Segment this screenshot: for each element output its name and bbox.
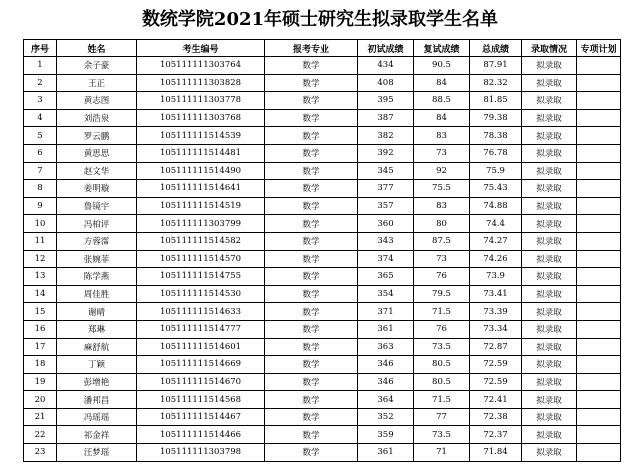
cell-index: 13 <box>24 268 57 286</box>
cell-candidate-id: 105111111514568 <box>137 391 265 409</box>
cell-retest-score: 73.5 <box>414 426 470 444</box>
cell-candidate-id: 105111111514570 <box>137 250 265 268</box>
cell-index: 18 <box>24 356 57 374</box>
table-row <box>24 338 621 356</box>
cell-major: 数学 <box>265 109 358 127</box>
cell-name: 张婉菲 <box>57 250 137 268</box>
cell-initial-score: 357 <box>358 197 414 215</box>
cell-name: 彭增艳 <box>57 373 137 391</box>
cell-retest-score: 71.5 <box>414 303 470 321</box>
header-admission-status: 录取情况 <box>522 40 577 57</box>
cell-special-plan <box>577 391 621 409</box>
cell-total-score: 71.84 <box>470 444 522 462</box>
cell-major: 数学 <box>265 303 358 321</box>
cell-candidate-id: 105111111514601 <box>137 338 265 356</box>
cell-special-plan <box>577 180 621 198</box>
cell-total-score: 79.38 <box>470 109 522 127</box>
cell-retest-score: 92 <box>414 162 470 180</box>
cell-index: 1 <box>24 57 57 75</box>
cell-initial-score: 360 <box>358 215 414 233</box>
admission-table <box>23 39 621 462</box>
table-row <box>24 303 621 321</box>
cell-initial-score: 387 <box>358 109 414 127</box>
cell-special-plan <box>577 162 621 180</box>
cell-admission-status: 拟录取 <box>522 303 577 321</box>
cell-initial-score: 371 <box>358 303 414 321</box>
cell-retest-score: 73.5 <box>414 338 470 356</box>
header-candidate-id: 考生编号 <box>137 40 265 57</box>
cell-admission-status: 拟录取 <box>522 180 577 198</box>
cell-total-score: 72.59 <box>470 356 522 374</box>
cell-index: 15 <box>24 303 57 321</box>
table-row <box>24 109 621 127</box>
cell-name: 罗云鹏 <box>57 127 137 145</box>
cell-special-plan <box>577 144 621 162</box>
cell-initial-score: 343 <box>358 232 414 250</box>
cell-name: 麻舒航 <box>57 338 137 356</box>
cell-name: 刘浩泉 <box>57 109 137 127</box>
table-row <box>24 162 621 180</box>
cell-retest-score: 73 <box>414 144 470 162</box>
cell-index: 19 <box>24 373 57 391</box>
cell-special-plan <box>577 356 621 374</box>
cell-candidate-id: 105111111514539 <box>137 127 265 145</box>
cell-admission-status: 拟录取 <box>522 215 577 233</box>
cell-total-score: 73.9 <box>470 268 522 286</box>
cell-index: 8 <box>24 180 57 198</box>
cell-retest-score: 80 <box>414 215 470 233</box>
cell-retest-score: 75.5 <box>414 180 470 198</box>
header-retest-score: 复试成绩 <box>414 40 470 57</box>
cell-special-plan <box>577 268 621 286</box>
table-row <box>24 373 621 391</box>
cell-admission-status: 拟录取 <box>522 127 577 145</box>
cell-initial-score: 346 <box>358 373 414 391</box>
table-row <box>24 74 621 92</box>
cell-name: 潘邦昌 <box>57 391 137 409</box>
cell-major: 数学 <box>265 197 358 215</box>
table-row <box>24 320 621 338</box>
table-row <box>24 426 621 444</box>
cell-total-score: 74.26 <box>470 250 522 268</box>
table-row <box>24 232 621 250</box>
cell-admission-status: 拟录取 <box>522 285 577 303</box>
cell-special-plan <box>577 303 621 321</box>
cell-name: 谢晴 <box>57 303 137 321</box>
cell-special-plan <box>577 373 621 391</box>
table-row <box>24 356 621 374</box>
table-row <box>24 444 621 462</box>
cell-name: 丁颖 <box>57 356 137 374</box>
cell-total-score: 74.88 <box>470 197 522 215</box>
cell-index: 17 <box>24 338 57 356</box>
cell-name: 鲁镜宇 <box>57 197 137 215</box>
cell-admission-status: 拟录取 <box>522 373 577 391</box>
cell-major: 数学 <box>265 232 358 250</box>
cell-index: 12 <box>24 250 57 268</box>
table-header-row <box>24 40 621 57</box>
cell-major: 数学 <box>265 57 358 75</box>
cell-major: 数学 <box>265 127 358 145</box>
cell-candidate-id: 105111111514490 <box>137 162 265 180</box>
table-row <box>24 391 621 409</box>
cell-major: 数学 <box>265 74 358 92</box>
cell-name: 陈学燕 <box>57 268 137 286</box>
cell-retest-score: 90.5 <box>414 57 470 75</box>
cell-name: 王正 <box>57 74 137 92</box>
cell-special-plan <box>577 127 621 145</box>
cell-retest-score: 77 <box>414 408 470 426</box>
cell-major: 数学 <box>265 92 358 110</box>
cell-initial-score: 365 <box>358 268 414 286</box>
cell-major: 数学 <box>265 373 358 391</box>
cell-special-plan <box>577 250 621 268</box>
cell-candidate-id: 105111111514777 <box>137 320 265 338</box>
cell-total-score: 72.38 <box>470 408 522 426</box>
cell-index: 14 <box>24 285 57 303</box>
cell-retest-score: 87.5 <box>414 232 470 250</box>
cell-initial-score: 392 <box>358 144 414 162</box>
cell-initial-score: 361 <box>358 320 414 338</box>
cell-index: 3 <box>24 92 57 110</box>
cell-special-plan <box>577 444 621 462</box>
cell-admission-status: 拟录取 <box>522 444 577 462</box>
cell-name: 黄志图 <box>57 92 137 110</box>
cell-initial-score: 345 <box>358 162 414 180</box>
cell-candidate-id: 105111111514467 <box>137 408 265 426</box>
cell-index: 21 <box>24 408 57 426</box>
cell-name: 祁金祥 <box>57 426 137 444</box>
cell-special-plan <box>577 232 621 250</box>
cell-candidate-id: 105111111303768 <box>137 109 265 127</box>
cell-total-score: 72.37 <box>470 426 522 444</box>
cell-admission-status: 拟录取 <box>522 320 577 338</box>
cell-name: 郑琳 <box>57 320 137 338</box>
cell-initial-score: 346 <box>358 356 414 374</box>
cell-admission-status: 拟录取 <box>522 74 577 92</box>
cell-special-plan <box>577 57 621 75</box>
cell-major: 数学 <box>265 215 358 233</box>
cell-initial-score: 377 <box>358 180 414 198</box>
header-major: 报考专业 <box>265 40 358 57</box>
cell-total-score: 73.41 <box>470 285 522 303</box>
cell-candidate-id: 105111111514481 <box>137 144 265 162</box>
cell-retest-score: 84 <box>414 74 470 92</box>
table-row <box>24 127 621 145</box>
table-row <box>24 92 621 110</box>
cell-name: 余子豪 <box>57 57 137 75</box>
header-index: 序号 <box>24 40 57 57</box>
cell-candidate-id: 105111111514755 <box>137 268 265 286</box>
cell-retest-score: 71 <box>414 444 470 462</box>
table-row <box>24 215 621 233</box>
cell-total-score: 75.9 <box>470 162 522 180</box>
cell-admission-status: 拟录取 <box>522 92 577 110</box>
cell-major: 数学 <box>265 250 358 268</box>
cell-initial-score: 359 <box>358 426 414 444</box>
cell-retest-score: 76 <box>414 320 470 338</box>
cell-admission-status: 拟录取 <box>522 144 577 162</box>
cell-admission-status: 拟录取 <box>522 109 577 127</box>
cell-total-score: 82.32 <box>470 74 522 92</box>
cell-special-plan <box>577 426 621 444</box>
cell-retest-score: 80.5 <box>414 373 470 391</box>
cell-total-score: 74.27 <box>470 232 522 250</box>
cell-special-plan <box>577 92 621 110</box>
cell-admission-status: 拟录取 <box>522 162 577 180</box>
cell-admission-status: 拟录取 <box>522 356 577 374</box>
header-name: 姓名 <box>57 40 137 57</box>
cell-initial-score: 364 <box>358 391 414 409</box>
cell-major: 数学 <box>265 444 358 462</box>
cell-index: 11 <box>24 232 57 250</box>
header-initial-score: 初试成绩 <box>358 40 414 57</box>
cell-special-plan <box>577 408 621 426</box>
cell-major: 数学 <box>265 180 358 198</box>
cell-special-plan <box>577 320 621 338</box>
cell-index: 22 <box>24 426 57 444</box>
cell-total-score: 73.39 <box>470 303 522 321</box>
cell-special-plan <box>577 215 621 233</box>
cell-initial-score: 382 <box>358 127 414 145</box>
cell-admission-status: 拟录取 <box>522 232 577 250</box>
cell-special-plan <box>577 285 621 303</box>
cell-name: 赵文华 <box>57 162 137 180</box>
cell-special-plan <box>577 338 621 356</box>
cell-name: 姜明璇 <box>57 180 137 198</box>
cell-major: 数学 <box>265 285 358 303</box>
cell-admission-status: 拟录取 <box>522 338 577 356</box>
document-title: 数统学院2021年硕士研究生拟录取学生名单 <box>141 9 499 30</box>
cell-candidate-id: 105111111303828 <box>137 74 265 92</box>
cell-retest-score: 83 <box>414 197 470 215</box>
cell-index: 7 <box>24 162 57 180</box>
table-row <box>24 285 621 303</box>
cell-total-score: 73.34 <box>470 320 522 338</box>
cell-major: 数学 <box>265 162 358 180</box>
cell-candidate-id: 105111111303798 <box>137 444 265 462</box>
cell-name: 汪梦瑶 <box>57 444 137 462</box>
cell-retest-score: 80.5 <box>414 356 470 374</box>
cell-total-score: 72.87 <box>470 338 522 356</box>
table-row <box>24 144 621 162</box>
cell-index: 2 <box>24 74 57 92</box>
cell-total-score: 74.4 <box>470 215 522 233</box>
cell-special-plan <box>577 74 621 92</box>
table-row <box>24 180 621 198</box>
cell-major: 数学 <box>265 320 358 338</box>
cell-admission-status: 拟录取 <box>522 57 577 75</box>
cell-name: 周佳胜 <box>57 285 137 303</box>
cell-retest-score: 79.5 <box>414 285 470 303</box>
cell-index: 5 <box>24 127 57 145</box>
cell-name: 冯柏评 <box>57 215 137 233</box>
header-special-plan: 专项计划 <box>577 40 621 57</box>
cell-retest-score: 88.5 <box>414 92 470 110</box>
cell-retest-score: 76 <box>414 268 470 286</box>
cell-major: 数学 <box>265 391 358 409</box>
cell-candidate-id: 105111111514633 <box>137 303 265 321</box>
cell-candidate-id: 105111111514466 <box>137 426 265 444</box>
cell-admission-status: 拟录取 <box>522 250 577 268</box>
header-total-score: 总成绩 <box>470 40 522 57</box>
cell-admission-status: 拟录取 <box>522 408 577 426</box>
cell-admission-status: 拟录取 <box>522 391 577 409</box>
cell-name: 冯瑶瑶 <box>57 408 137 426</box>
cell-candidate-id: 105111111303764 <box>137 57 265 75</box>
cell-retest-score: 83 <box>414 127 470 145</box>
cell-index: 6 <box>24 144 57 162</box>
cell-total-score: 81.85 <box>470 92 522 110</box>
cell-major: 数学 <box>265 144 358 162</box>
cell-initial-score: 434 <box>358 57 414 75</box>
table-row <box>24 197 621 215</box>
cell-name: 黄思思 <box>57 144 137 162</box>
cell-major: 数学 <box>265 356 358 374</box>
cell-retest-score: 73 <box>414 250 470 268</box>
cell-total-score: 78.38 <box>470 127 522 145</box>
cell-index: 23 <box>24 444 57 462</box>
cell-candidate-id: 105111111303799 <box>137 215 265 233</box>
table-row <box>24 268 621 286</box>
cell-total-score: 72.59 <box>470 373 522 391</box>
table-row <box>24 250 621 268</box>
cell-candidate-id: 105111111514641 <box>137 180 265 198</box>
cell-retest-score: 84 <box>414 109 470 127</box>
cell-total-score: 75.43 <box>470 180 522 198</box>
cell-initial-score: 363 <box>358 338 414 356</box>
cell-name: 方蓉霈 <box>57 232 137 250</box>
cell-index: 4 <box>24 109 57 127</box>
cell-index: 10 <box>24 215 57 233</box>
cell-major: 数学 <box>265 408 358 426</box>
cell-initial-score: 395 <box>358 92 414 110</box>
cell-admission-status: 拟录取 <box>522 268 577 286</box>
cell-initial-score: 374 <box>358 250 414 268</box>
cell-major: 数学 <box>265 268 358 286</box>
cell-total-score: 76.78 <box>470 144 522 162</box>
cell-index: 9 <box>24 197 57 215</box>
cell-major: 数学 <box>265 338 358 356</box>
cell-retest-score: 71.5 <box>414 391 470 409</box>
cell-initial-score: 354 <box>358 285 414 303</box>
cell-candidate-id: 105111111303778 <box>137 92 265 110</box>
cell-admission-status: 拟录取 <box>522 426 577 444</box>
cell-initial-score: 352 <box>358 408 414 426</box>
cell-index: 16 <box>24 320 57 338</box>
cell-special-plan <box>577 197 621 215</box>
cell-special-plan <box>577 109 621 127</box>
cell-admission-status: 拟录取 <box>522 197 577 215</box>
cell-candidate-id: 105111111514582 <box>137 232 265 250</box>
table-row <box>24 57 621 75</box>
cell-total-score: 72.41 <box>470 391 522 409</box>
cell-candidate-id: 105111111514519 <box>137 197 265 215</box>
cell-initial-score: 361 <box>358 444 414 462</box>
cell-initial-score: 408 <box>358 74 414 92</box>
cell-major: 数学 <box>265 426 358 444</box>
cell-index: 20 <box>24 391 57 409</box>
table-row <box>24 408 621 426</box>
cell-candidate-id: 105111111514669 <box>137 356 265 374</box>
cell-candidate-id: 105111111514530 <box>137 285 265 303</box>
cell-candidate-id: 105111111514670 <box>137 373 265 391</box>
cell-total-score: 87.91 <box>470 57 522 75</box>
